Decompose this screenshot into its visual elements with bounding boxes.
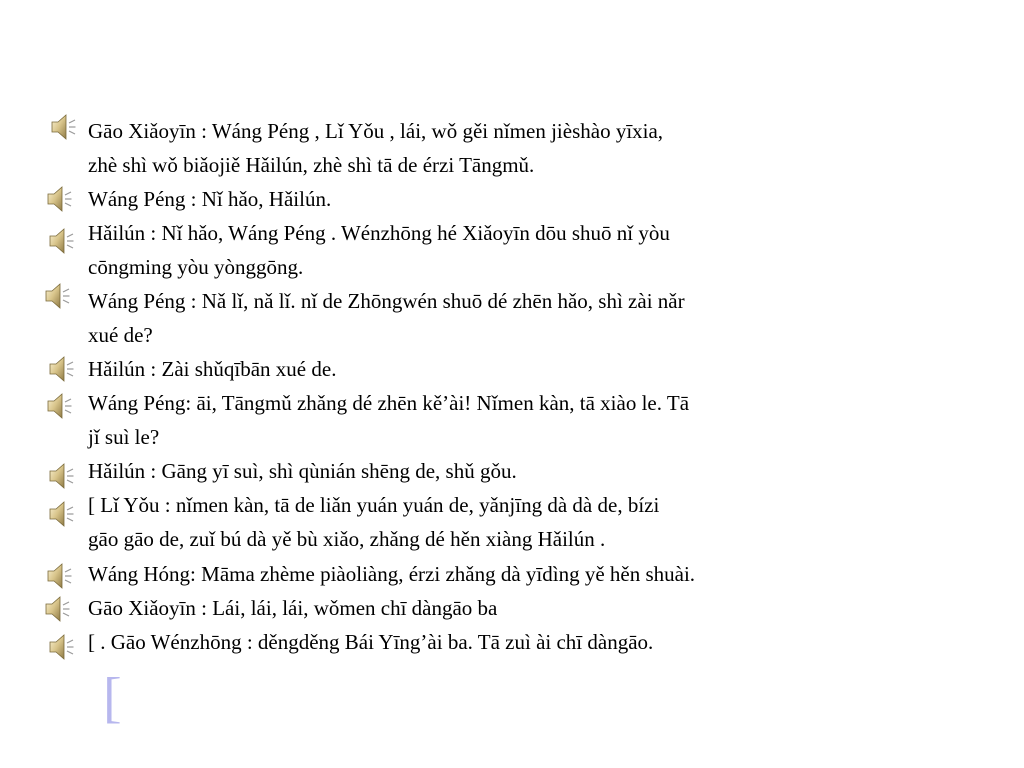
speaker-icon[interactable] bbox=[50, 112, 76, 142]
dialogue-line: Gāo Xiǎoyīn : Lái, lái, lái, wǒmen chī dàngāo ba bbox=[88, 596, 498, 620]
speaker-icon[interactable] bbox=[46, 561, 72, 591]
dialogue-line: Wáng Péng: āi, Tāngmǔ zhǎng dé zhēn kě’ài! Nǐmen kàn, tā xiào le. Tā bbox=[88, 391, 690, 415]
speaker-icon[interactable] bbox=[48, 632, 74, 662]
speaker-icon[interactable] bbox=[48, 226, 74, 256]
speaker-icon[interactable] bbox=[46, 184, 72, 214]
speaker-icon[interactable] bbox=[48, 461, 74, 491]
speaker-icon[interactable] bbox=[44, 281, 70, 311]
dialogue-line: xué de? bbox=[88, 323, 153, 347]
dialogue-line: cōngming yòu yònggōng. bbox=[88, 255, 304, 279]
speaker-icon[interactable] bbox=[44, 594, 70, 624]
dialogue-line: [ . Gāo Wénzhōng : děngděng Bái Yīng’ài ba. Tā zuì ài chī dàngāo. bbox=[88, 630, 654, 654]
dialogue-line: Wáng Péng : Nǎ lǐ, nǎ lǐ. nǐ de Zhōngwén shuō dé zhēn hǎo, shì zài nǎr bbox=[88, 289, 685, 313]
dialogue-line: zhè shì wǒ biǎojiě Hǎilún, zhè shì tā de érzi Tāngmǔ. bbox=[88, 153, 535, 177]
dialogue-line: Hǎilún : Nǐ hǎo, Wáng Péng . Wénzhōng hé Xiǎoyīn dōu shuō nǐ yòu bbox=[88, 221, 670, 245]
bottom-bracket: [ bbox=[103, 667, 122, 729]
dialogue-line: gāo gāo de, zuǐ bú dà yě bù xiǎo, zhǎng dé hěn xiàng Hǎilún . bbox=[88, 527, 606, 551]
dialogue-line: Wáng Péng : Nǐ hǎo, Hǎilún. bbox=[88, 187, 332, 211]
speaker-icon[interactable] bbox=[46, 391, 72, 421]
dialogue-line: Hǎilún : Gāng yī suì, shì qùnián shēng de, shǔ gǒu. bbox=[88, 459, 517, 483]
dialogue-line: Hǎilún : Zài shǔqībān xué de. bbox=[88, 357, 337, 381]
speaker-icon[interactable] bbox=[48, 354, 74, 384]
dialogue-line: [ Lǐ Yǒu : nǐmen kàn, tā de liǎn yuán yuán de, yǎnjīng dà dà de, bízi bbox=[88, 493, 660, 517]
dialogue-line: Wáng Hóng: Māma zhème piàoliàng, érzi zhǎng dà yīdìng yě hěn shuài. bbox=[88, 562, 696, 586]
speaker-icon[interactable] bbox=[48, 499, 74, 529]
dialogue-line: jǐ suì le? bbox=[88, 425, 160, 449]
dialogue-line: Gāo Xiǎoyīn : Wáng Péng , Lǐ Yǒu , lái, wǒ gěi nǐmen jièshào yīxia, bbox=[88, 119, 664, 143]
